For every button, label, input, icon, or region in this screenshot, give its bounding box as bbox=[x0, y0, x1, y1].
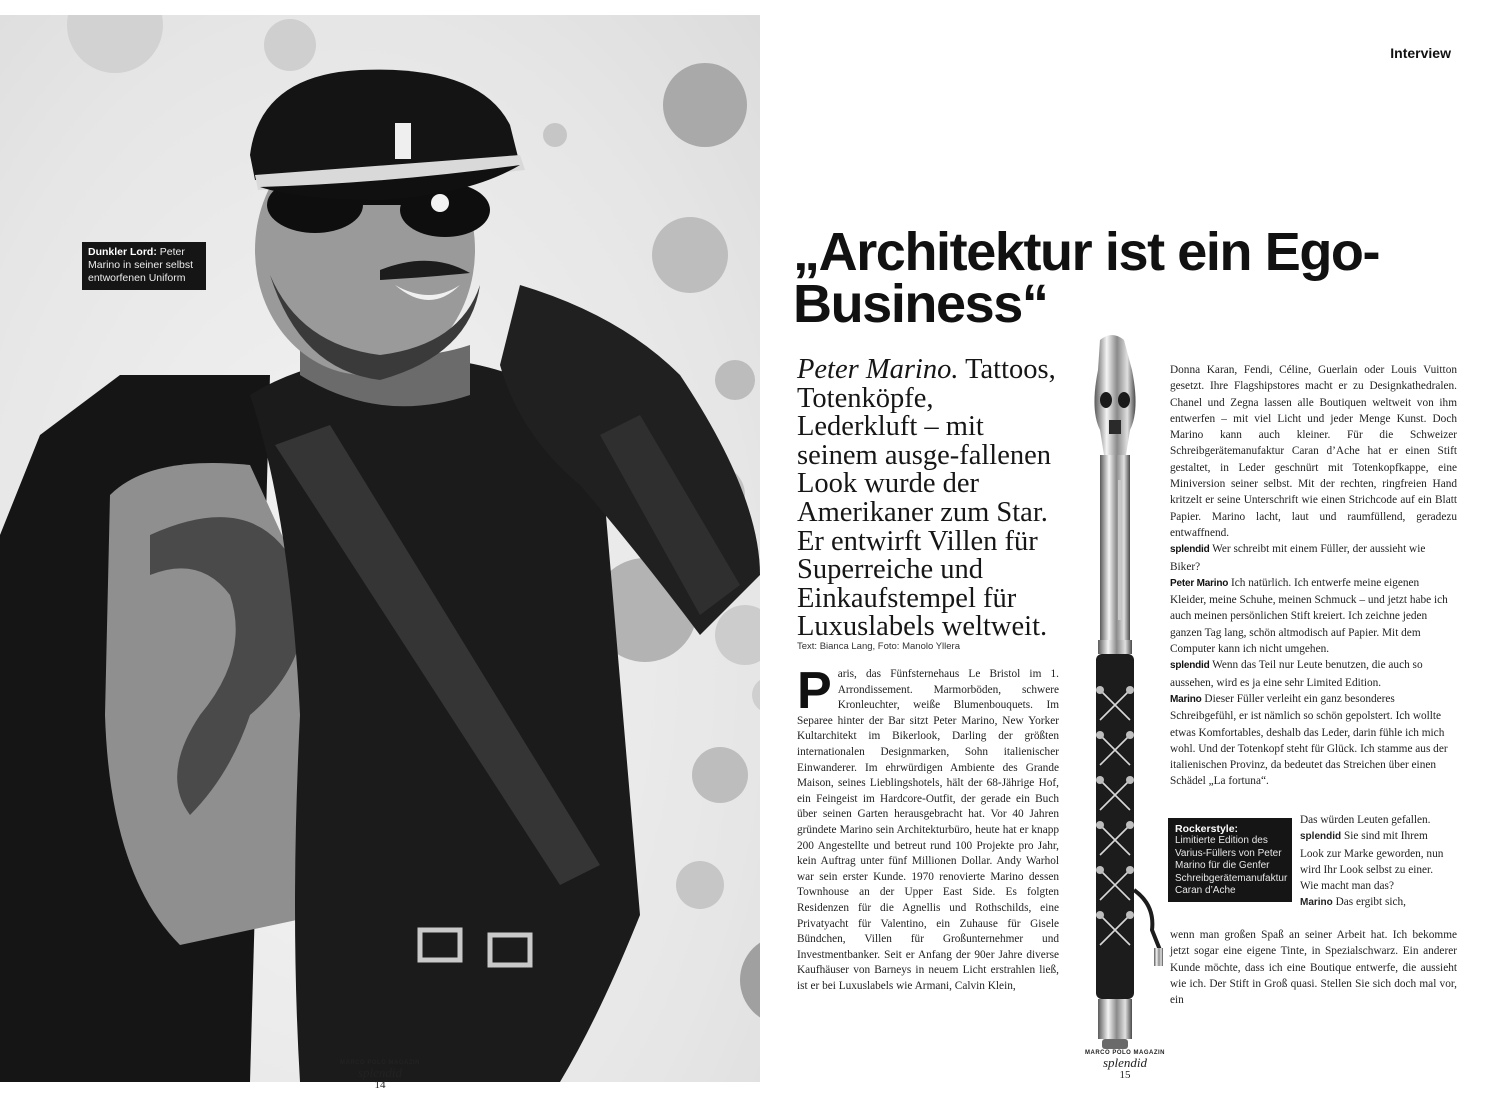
standfirst bbox=[797, 356, 1059, 642]
qa-text: Ich natürlich. Ich entwerfe meine eigenen Kleider, meine Schuhe, meinen Schmuck – und jetzt habe ich auch meinen persönlichen Stift kreiert. Ich zeichne jeden ganzen Tag lang, schön altmodisch auf Papier. Mit dem Computer kann ich nicht umgehen. bbox=[1170, 576, 1448, 656]
interview-column-end bbox=[1170, 927, 1457, 1008]
interview-column-wrap bbox=[1300, 812, 1450, 912]
qa-text: Wenn das Teil nur Leute benutzen, die auch so aussehen, wird es ja eine sehr Limited Edition. bbox=[1170, 659, 1423, 689]
qa-speaker: splendid bbox=[1170, 544, 1210, 556]
pen-photo bbox=[1060, 330, 1170, 1070]
standfirst-person: Peter Marino. bbox=[797, 354, 959, 385]
pen-caption-text: Limitierte Edition des Varius-Füllers von Peter Marino für die Genfer Schreibgerätemanufaktur Caran d’Ache bbox=[1175, 835, 1288, 897]
qa-text: Sie sind mit Ihrem Look zur Marke geworden, nun wird Ihr Look selbst zu einer. Wie macht man das? bbox=[1300, 830, 1444, 893]
pen-caption bbox=[1168, 818, 1292, 902]
qa-entry bbox=[1170, 691, 1457, 790]
portrait-illustration bbox=[0, 15, 760, 1082]
page-number-left: 14 bbox=[374, 1079, 386, 1091]
qa-text: Das würden Leuten gefallen. bbox=[1300, 814, 1431, 826]
page-number-right: 15 bbox=[1119, 1069, 1131, 1081]
section-label: Interview bbox=[1390, 45, 1451, 61]
interview-column bbox=[1170, 362, 1457, 790]
qa-entry bbox=[1170, 541, 1457, 575]
footer-left bbox=[340, 1060, 420, 1091]
body-text bbox=[797, 662, 1059, 994]
qa-text: Wer schreibt mit einem Füller, der aussieht wie Biker? bbox=[1170, 543, 1426, 573]
interview-intro: Donna Karan, Fendi, Céline, Guerlain oder Louis Vuitton gesetzt. Ihre Flagshipstores macht er zu Designkathedralen. Chanel und Zegna lassen alle Boutiquen weltweit von ihm entwerfen – mit viel Licht und jeder Menge Kunst. Doch Marino kann auch kleiner. Für die Schweizer Schreibgerätemanufaktur Caran d’Ache hat er einen Stift gestaltet, in Leder geschnürt mit Totenkopfkappe, eine Miniversion seiner selbst. Mit der rechten, ringfreien Hand kritzelt er seine Unterschrift wie einen Strichcode auf ein Blatt Papier. Marino lacht, laut und raumfüllend, geradezu entwaffnend. bbox=[1170, 364, 1457, 539]
qa-text: Dieser Füller verleiht ein ganz besonderes Schreibgefühl, er ist nämlich so schön gepolstert. Ich wollte etwas Komfortables, deshalb das Leder, darin fühle ich mich wohl. Und der Totenkopf steht für Glück. Ich stamme aus der italienischen Provinz, da bedeutet das Streichen über einen Schädel „La fortuna“. bbox=[1170, 692, 1448, 788]
headline: „Architektur ist ein Ego-Business“ bbox=[793, 222, 1380, 334]
photo-caption-text: Peter Marino in seiner selbst entworfenen Uniform bbox=[88, 246, 194, 284]
footer-left-brand: splendid bbox=[357, 1065, 403, 1080]
portrait-photo bbox=[0, 15, 760, 1082]
qa-continuation: wenn man großen Spaß an seiner Arbeit hat. Ich bekomme jetzt sogar eine eigene Tinte, in Spezialschwarz. Ein anderer Kunde möchte, dass ich eine Boutique entwerfe, die aussieht wie ich. Der Stift in Groß quasi. Stellen Sie sich doch mal vor, ein bbox=[1170, 929, 1457, 1007]
qa-entry bbox=[1300, 828, 1450, 894]
pen-illustration bbox=[1060, 330, 1170, 1070]
qa-speaker: Marino bbox=[1300, 897, 1333, 909]
qa-text: Das ergibt sich, bbox=[1332, 896, 1406, 909]
footer-right bbox=[1085, 1050, 1165, 1081]
qa-speaker: Marino bbox=[1170, 693, 1202, 705]
footer-right-brand: splendid bbox=[1102, 1055, 1148, 1070]
standfirst-text: Tattoos, Totenköpfe, Lederkluft – mit seinem ausge-fallenen Look wurde der Amerikaner zum Star. Er entwirft Villen für Superreiche und Einkaufstempel für Luxuslabels weltweit. bbox=[797, 354, 1056, 643]
photo-caption-lead: Dunkler Lord: bbox=[88, 246, 157, 258]
pen-caption-lead: Rockerstyle: bbox=[1175, 823, 1239, 835]
footer-left-kicker: MARCO POLO MAGAZIN bbox=[340, 1060, 420, 1066]
footer-right-kicker: MARCO POLO MAGAZIN bbox=[1085, 1050, 1165, 1056]
qa-speaker: Peter Marino bbox=[1170, 577, 1229, 589]
qa-entry bbox=[1300, 894, 1450, 911]
author-credit: Text: Bianca Lang, Foto: Manolo Yllera bbox=[797, 641, 961, 652]
qa-entry bbox=[1170, 575, 1457, 657]
photo-caption bbox=[82, 242, 206, 290]
body-paragraph: aris, das Fünfsternehaus Le Bristol im 1. Arrondissement. Marmorböden, schwere Kronleuchter, weiße Blumenbouquets. Im Separee hinter der Bar sitzt Peter Marino, New Yorker Kultarchitekt im Bikerlook, Darling der größten internationalen Designmarken, Sohn italienischer Einwanderer. Im ehrwürdigen Ambiente des Grande Maison, seines Lieblingshotels, hält der 68-Jährige Hof, ein Feingeist im Hardcore-Outfit, der gerade ein Buch über seinen Garten herausgebracht hat. Vor 40 Jahren gründete Marino sein Architekturbüro, heute hat er knapp 200 Angestellte und betreut rund 100 Projekte pro Jahr, kein Auftrag unter fünf Millionen Dollar. Andy Warhol war sein erster Kunde. 1970 renovierte Marino dessen Townhouse an der Upper East Side. Es folgten Residenzen für die Agnellis und Rothschilds, eine Privatyacht für Valentino, ein Zuhause für Gisele Bündchen, Villen für Großunternehmer und Investmentbanker. Seit er Anfang der 90er Jahre diverse Kaufhäuser von Barneys in neuem Licht erstrahlen ließ, ist er bei Luxuslabels wie Armani, Calvin Klein, bbox=[797, 668, 1059, 992]
qa-entry bbox=[1170, 657, 1457, 691]
qa-speaker: splendid bbox=[1170, 660, 1210, 672]
qa-entry bbox=[1300, 812, 1450, 828]
qa-speaker: splendid bbox=[1300, 831, 1342, 843]
drop-cap: P bbox=[797, 662, 832, 720]
